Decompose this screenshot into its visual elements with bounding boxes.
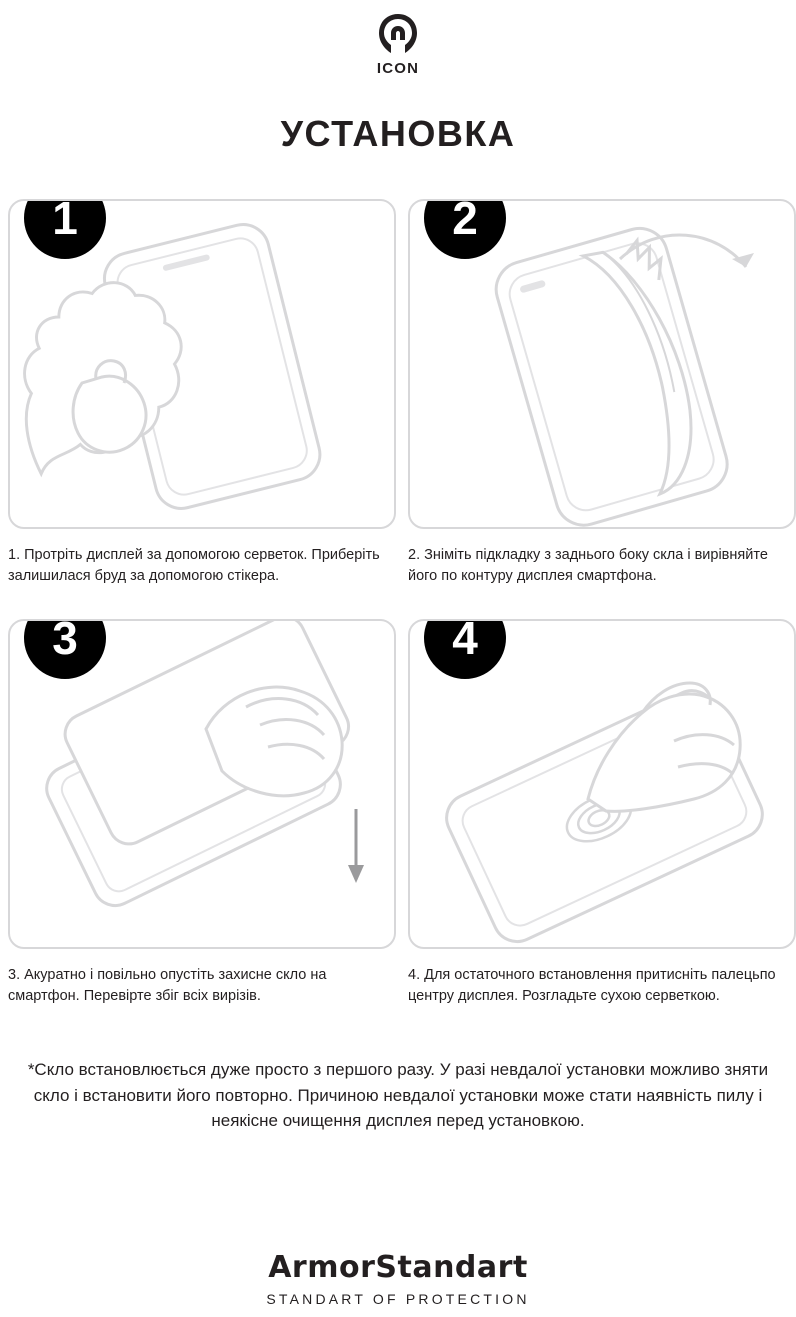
step-2-illustration-panel xyxy=(408,199,796,529)
step-4-number: 4 xyxy=(420,619,510,683)
installation-note: *Скло встановлюється дуже просто з першого разу. У разі невдалої установки можливо зняти скло і встановити його повторно. Причиною невдалої установки може стати наявність пилу і неякісне очищення дисплея перед установкою. xyxy=(27,1060,769,1130)
brand-header xyxy=(0,0,796,77)
page-title: УСТАНОВКА xyxy=(280,113,516,154)
step-3-illustration-panel xyxy=(8,619,396,949)
footer-tagline: STANDART OF PROTECTION xyxy=(266,1291,530,1307)
step-1-number: 1 xyxy=(20,199,110,263)
steps-grid xyxy=(0,199,796,1039)
step-1-caption: 1. Протріть дисплей за допомогою серветок. Приберіть залишилася бруд за допомогою стікера. xyxy=(8,547,380,585)
footer xyxy=(0,1250,796,1307)
step-3-number: 3 xyxy=(20,619,110,683)
step-4-caption: 4. Для остаточного встановлення притисніть палецьпо центру дисплея. Розгладьте сухою серветкою. xyxy=(408,967,776,1005)
step-3-caption: 3. Акуратно і повільно опустіть захисне скло на смартфон. Перевірте збіг всіх вирізів. xyxy=(8,967,327,1005)
step-1 xyxy=(8,199,396,619)
step-1-illustration-panel xyxy=(8,199,396,529)
step-2-caption: 2. Зніміть підкладку з заднього боку скла і вирівняйте його по контуру дисплея смартфона. xyxy=(408,547,768,585)
step-4-illustration-panel xyxy=(408,619,796,949)
brand-name: ICON xyxy=(376,60,420,77)
step-2-number: 2 xyxy=(420,199,510,263)
step-2 xyxy=(408,199,796,619)
footer-logo: ArmorStandart xyxy=(268,1250,528,1285)
step-4 xyxy=(408,619,796,1039)
step-3 xyxy=(8,619,396,1039)
armor-a-icon xyxy=(374,10,422,58)
